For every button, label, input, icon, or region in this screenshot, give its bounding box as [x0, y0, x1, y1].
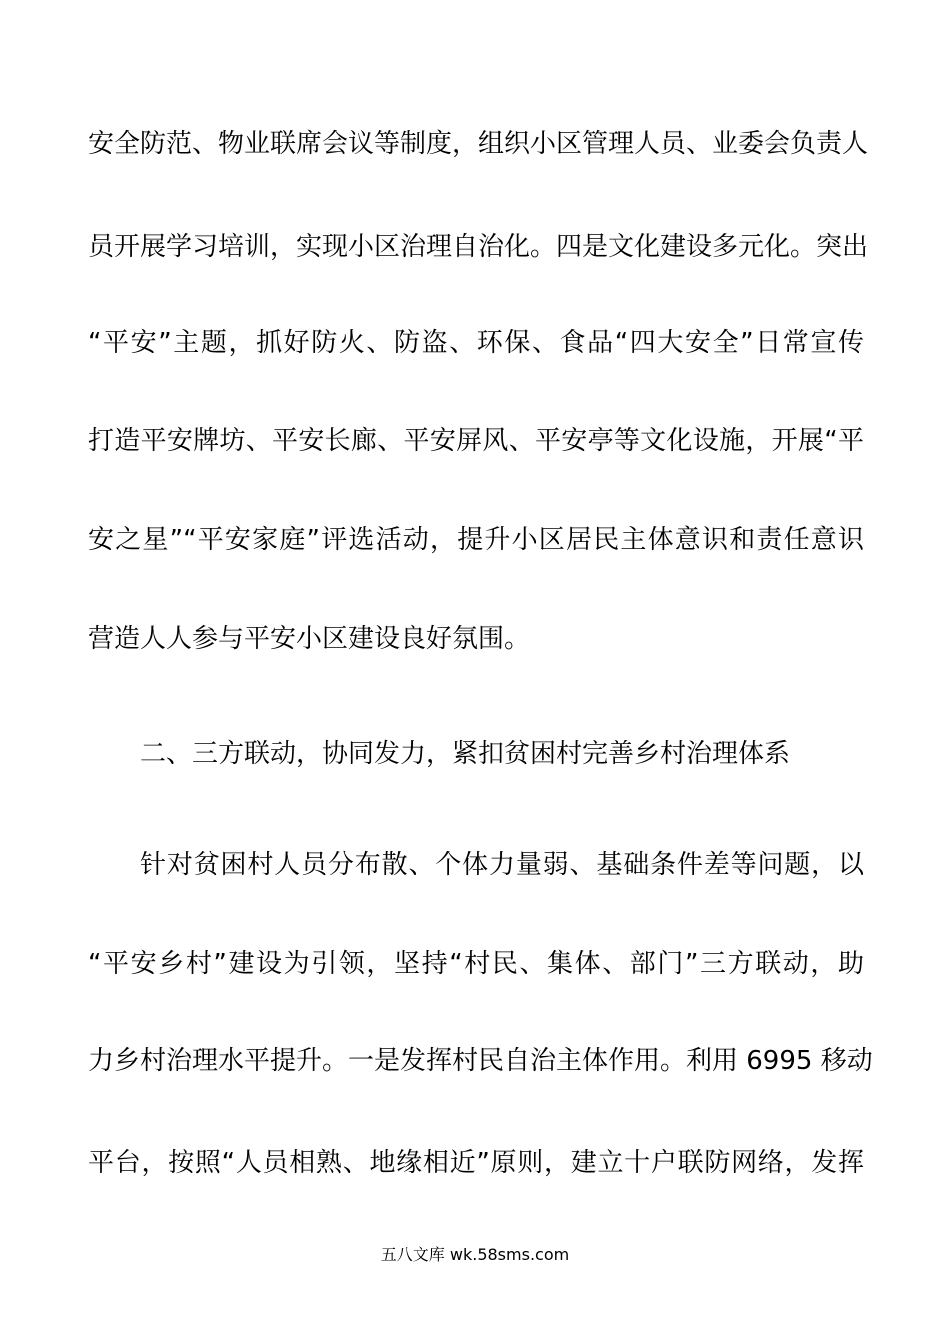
paragraph-line: 打造平安牌坊、平安长廊、平安屏风、平安亭等文化设施，开展“平 — [88, 426, 864, 456]
paragraph-line: 营造人人参与平安小区建设良好氛围。 — [88, 624, 531, 654]
paragraph-line: 平台，按照“人员相熟、地缘相近”原则，建立十户联防网络，发挥 — [88, 1148, 864, 1178]
paragraph-line: “平安乡村”建设为引领，坚持“村民、集体、部门”三方联动，助 — [88, 949, 864, 979]
paragraph-line: 员开展学习培训，实现小区治理自治化。四是文化建设多元化。突出 — [88, 232, 869, 262]
paragraph-line: 针对贫困村人员分布散、个体力量弱、基础条件差等问题，以 — [140, 850, 864, 880]
paragraph-line: 安全防范、物业联席会议等制度，组织小区管理人员、业委会负责人 — [88, 129, 869, 159]
section-heading: 二、三方联动，协同发力，紧扣贫困村完善乡村治理体系 — [140, 739, 791, 769]
paragraph-line: 力乡村治理水平提升。一是发挥村民自治主体作用。利用 6995 移动 — [88, 1046, 873, 1076]
paragraph-line: “平安”主题，抓好防火、防盗、环保、食品“四大安全”日常宣传 — [88, 328, 864, 358]
page-footer: 五八文库 wk.58sms.com — [380, 1245, 570, 1264]
paragraph-line: 安之星”“平安家庭”评选活动，提升小区居民主体意识和责任意识 — [88, 525, 864, 555]
